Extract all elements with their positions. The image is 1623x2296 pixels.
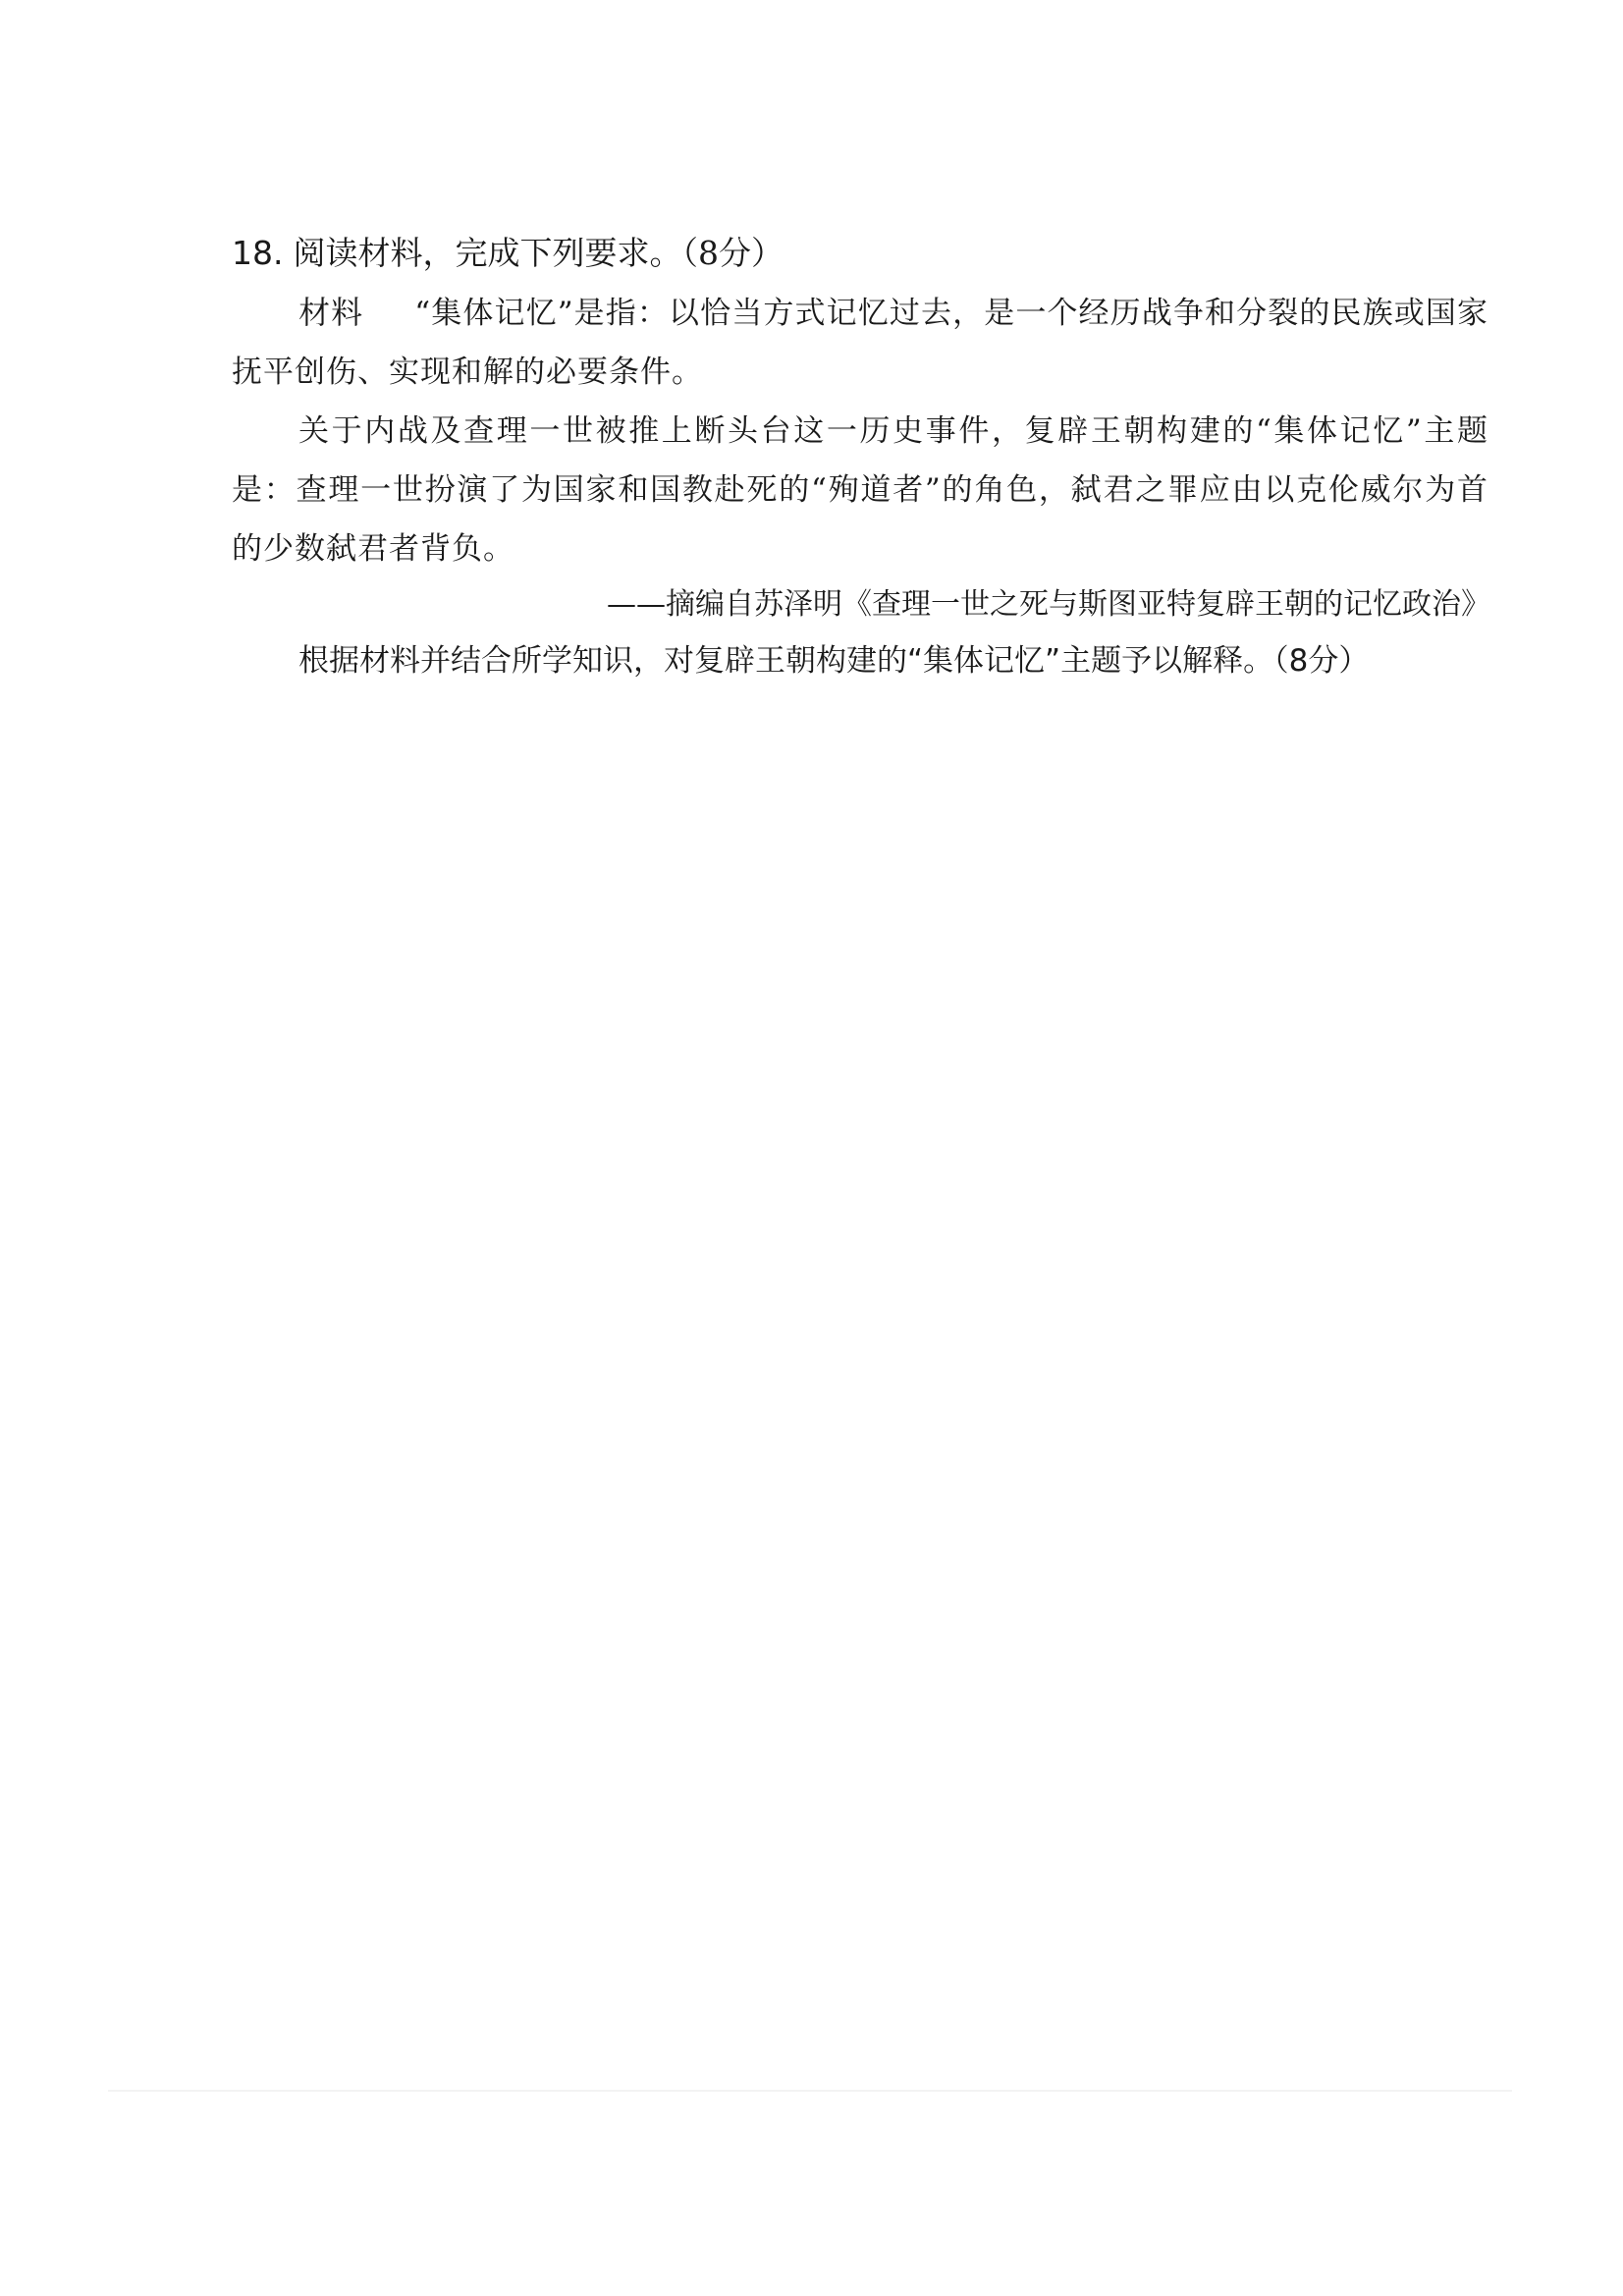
question-instruction: 阅读材料，完成下列要求。（8分）	[293, 234, 784, 272]
material-paragraph-1-text: “集体记忆”是指：以恰当方式记忆过去，是一个经历战争和分裂的民族或国家抚平创伤、实现和解的必要条件。	[232, 296, 1488, 390]
task-prompt: 根据材料并结合所学知识，对复辟王朝构建的“集体记忆”主题予以解释。（8分）	[298, 643, 1370, 679]
material-paragraph-1	[232, 283, 1488, 402]
material-paragraph-2: 关于内战及查理一世被推上断头台这一历史事件，复辟王朝构建的“集体记忆”主题是：查理一世扮演了为国家和国教赴死的“殉道者”的角色，弑君之罪应由以克伦威尔为首的少数弑君者背负。	[232, 413, 1488, 567]
question-header	[232, 224, 784, 283]
question-number: 18.	[232, 234, 284, 272]
material-label: 材料	[298, 294, 364, 331]
material-source: ——摘编自苏泽明《查理一世之死与斯图亚特复辟王朝的记忆政治》	[607, 587, 1490, 622]
scan-edge-line	[108, 2090, 1512, 2092]
material-block	[232, 283, 1488, 578]
